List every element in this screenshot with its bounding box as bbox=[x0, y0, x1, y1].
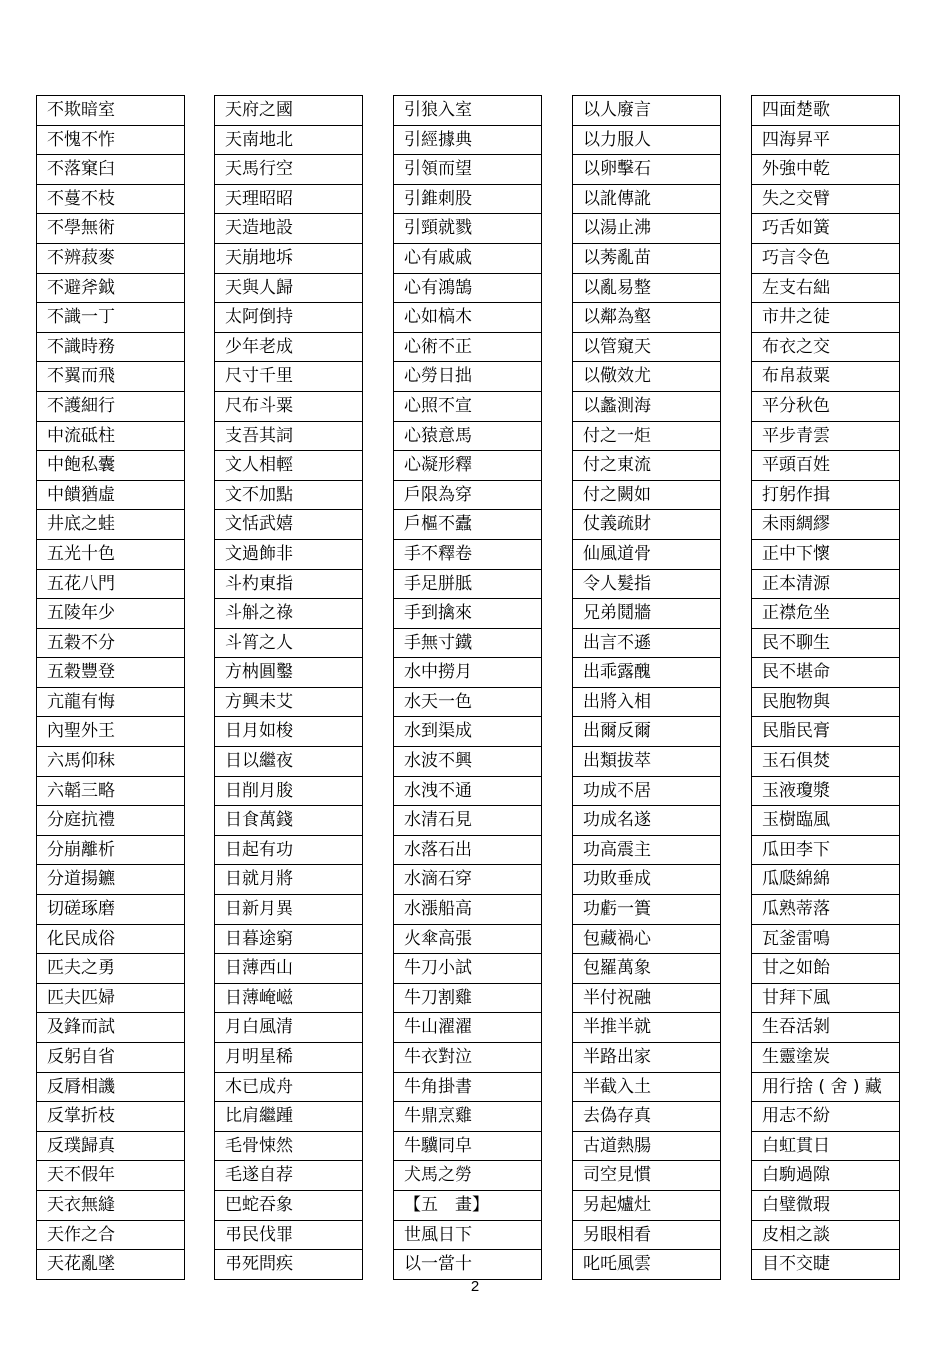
idiom-cell: 出言不遜 bbox=[573, 629, 720, 659]
idiom-cell: 功虧一簣 bbox=[573, 895, 720, 925]
idiom-cell: 中飽私囊 bbox=[37, 451, 184, 481]
idiom-cell: 以鄰為壑 bbox=[573, 303, 720, 333]
idiom-cell: 瓜瓞綿綿 bbox=[752, 865, 899, 895]
idiom-cell: 以蠡測海 bbox=[573, 392, 720, 422]
idiom-cell: 太阿倒持 bbox=[215, 303, 362, 333]
idiom-cell: 日薄西山 bbox=[215, 954, 362, 984]
idiom-cell: 打躬作揖 bbox=[752, 481, 899, 511]
idiom-cell: 文人相輕 bbox=[215, 451, 362, 481]
idiom-cell: 匹夫之勇 bbox=[37, 954, 184, 984]
idiom-cell: 民不聊生 bbox=[752, 629, 899, 659]
idiom-cell: 包羅萬象 bbox=[573, 954, 720, 984]
idiom-cell: 引狼入室 bbox=[394, 96, 541, 126]
idiom-cell: 以訛傳訛 bbox=[573, 185, 720, 215]
idiom-cell: 以管窺天 bbox=[573, 333, 720, 363]
idiom-cell: 戶樞不蠹 bbox=[394, 510, 541, 540]
idiom-cell: 半推半就 bbox=[573, 1013, 720, 1043]
idiom-cell: 亢龍有悔 bbox=[37, 688, 184, 718]
idiom-cell: 天作之合 bbox=[37, 1221, 184, 1251]
idiom-cell: 不避斧鉞 bbox=[37, 274, 184, 304]
idiom-cell: 功成不居 bbox=[573, 777, 720, 807]
idiom-cell: 五穀豐登 bbox=[37, 658, 184, 688]
idiom-cell: 五光十色 bbox=[37, 540, 184, 570]
idiom-cell: 甘拜下風 bbox=[752, 984, 899, 1014]
idiom-cell: 反脣相譏 bbox=[37, 1073, 184, 1103]
idiom-cell: 去偽存真 bbox=[573, 1102, 720, 1132]
idiom-cell: 不學無術 bbox=[37, 214, 184, 244]
idiom-cell: 生靈塗炭 bbox=[752, 1043, 899, 1073]
idiom-cell: 不蔓不枝 bbox=[37, 185, 184, 215]
idiom-cell: 不識時務 bbox=[37, 333, 184, 363]
idiom-cell: 以人廢言 bbox=[573, 96, 720, 126]
idiom-cell: 不護細行 bbox=[37, 392, 184, 422]
idiom-cell: 包藏禍心 bbox=[573, 925, 720, 955]
idiom-cell: 分庭抗禮 bbox=[37, 806, 184, 836]
idiom-cell: 天馬行空 bbox=[215, 155, 362, 185]
idiom-cell: 牛山濯濯 bbox=[394, 1013, 541, 1043]
idiom-cell: 手到擒來 bbox=[394, 599, 541, 629]
idiom-cell: 水中撈月 bbox=[394, 658, 541, 688]
idiom-cell: 水波不興 bbox=[394, 747, 541, 777]
idiom-cell: 天衣無縫 bbox=[37, 1191, 184, 1221]
idiom-cell: 水天一色 bbox=[394, 688, 541, 718]
idiom-cell: 弔死問疾 bbox=[215, 1250, 362, 1280]
idiom-cell: 引錐刺股 bbox=[394, 185, 541, 215]
idiom-cell: 古道熱腸 bbox=[573, 1132, 720, 1162]
idiom-cell: 瓜熟蒂落 bbox=[752, 895, 899, 925]
idiom-cell: 功成名遂 bbox=[573, 806, 720, 836]
idiom-column-2 bbox=[214, 95, 363, 1280]
idiom-cell: 文過飾非 bbox=[215, 540, 362, 570]
idiom-cell: 化民成俗 bbox=[37, 925, 184, 955]
idiom-cell: 以卵擊石 bbox=[573, 155, 720, 185]
idiom-cell: 布衣之交 bbox=[752, 333, 899, 363]
idiom-cell: 牛刀割雞 bbox=[394, 984, 541, 1014]
idiom-cell: 正襟危坐 bbox=[752, 599, 899, 629]
idiom-cell: 心凝形釋 bbox=[394, 451, 541, 481]
idiom-cell: 分崩離析 bbox=[37, 836, 184, 866]
idiom-cell: 文不加點 bbox=[215, 481, 362, 511]
idiom-cell: 少年老成 bbox=[215, 333, 362, 363]
idiom-cell: 白璧微瑕 bbox=[752, 1191, 899, 1221]
idiom-cell: 日削月朘 bbox=[215, 777, 362, 807]
idiom-cell: 叱吒風雲 bbox=[573, 1250, 720, 1280]
idiom-cell: 瓜田李下 bbox=[752, 836, 899, 866]
idiom-cell: 巴蛇吞象 bbox=[215, 1191, 362, 1221]
idiom-cell: 分道揚鑣 bbox=[37, 865, 184, 895]
idiom-cell: 四海昇平 bbox=[752, 126, 899, 156]
idiom-cell: 火傘高張 bbox=[394, 925, 541, 955]
idiom-cell: 尺布斗粟 bbox=[215, 392, 362, 422]
idiom-cell: 牛刀小試 bbox=[394, 954, 541, 984]
idiom-cell: 以亂易整 bbox=[573, 274, 720, 304]
idiom-cell: 井底之蛙 bbox=[37, 510, 184, 540]
idiom-column-5 bbox=[751, 95, 900, 1280]
idiom-cell: 以力服人 bbox=[573, 126, 720, 156]
idiom-cell: 仗義疏財 bbox=[573, 510, 720, 540]
idiom-cell: 司空見慣 bbox=[573, 1161, 720, 1191]
idiom-cell: 天不假年 bbox=[37, 1161, 184, 1191]
idiom-cell: 失之交臂 bbox=[752, 185, 899, 215]
idiom-cell: 民脂民膏 bbox=[752, 717, 899, 747]
idiom-cell: 反璞歸真 bbox=[37, 1132, 184, 1162]
idiom-cell: 兄弟鬩牆 bbox=[573, 599, 720, 629]
idiom-cell: 中饋猶虛 bbox=[37, 481, 184, 511]
idiom-cell: 尺寸千里 bbox=[215, 362, 362, 392]
idiom-cell: 六馬仰秣 bbox=[37, 747, 184, 777]
idiom-cell: 仙風道骨 bbox=[573, 540, 720, 570]
idiom-cell: 匹夫匹婦 bbox=[37, 984, 184, 1014]
idiom-cell: 付之東流 bbox=[573, 451, 720, 481]
idiom-cell: 生吞活剝 bbox=[752, 1013, 899, 1043]
idiom-cell: 引領而望 bbox=[394, 155, 541, 185]
idiom-cell: 不欺暗室 bbox=[37, 96, 184, 126]
idiom-cell: 日暮途窮 bbox=[215, 925, 362, 955]
idiom-cell: 甘之如飴 bbox=[752, 954, 899, 984]
idiom-cell: 不愧不怍 bbox=[37, 126, 184, 156]
idiom-cell: 功高震主 bbox=[573, 836, 720, 866]
idiom-cell: 心有鴻鵠 bbox=[394, 274, 541, 304]
idiom-cell: 【五 畫】 bbox=[394, 1191, 541, 1221]
idiom-cell: 出爾反爾 bbox=[573, 717, 720, 747]
idiom-cell: 正本清源 bbox=[752, 570, 899, 600]
idiom-cell: 水落石出 bbox=[394, 836, 541, 866]
idiom-cell: 另起爐灶 bbox=[573, 1191, 720, 1221]
idiom-cell: 玉石俱焚 bbox=[752, 747, 899, 777]
idiom-cell: 天花亂墜 bbox=[37, 1250, 184, 1280]
idiom-cell: 及鋒而試 bbox=[37, 1013, 184, 1043]
idiom-cell: 平步青雲 bbox=[752, 422, 899, 452]
idiom-cell: 不翼而飛 bbox=[37, 362, 184, 392]
idiom-cell: 日月如梭 bbox=[215, 717, 362, 747]
idiom-cell: 水清石見 bbox=[394, 806, 541, 836]
idiom-cell: 日新月異 bbox=[215, 895, 362, 925]
idiom-cell: 六韜三略 bbox=[37, 777, 184, 807]
idiom-cell: 內聖外王 bbox=[37, 717, 184, 747]
idiom-column-4 bbox=[572, 95, 721, 1280]
idiom-column-1 bbox=[36, 95, 185, 1280]
idiom-cell: 引經據典 bbox=[394, 126, 541, 156]
idiom-cell: 日以繼夜 bbox=[215, 747, 362, 777]
idiom-cell: 天與人歸 bbox=[215, 274, 362, 304]
idiom-cell: 天理昭昭 bbox=[215, 185, 362, 215]
idiom-cell: 用志不紛 bbox=[752, 1102, 899, 1132]
idiom-cell: 心如槁木 bbox=[394, 303, 541, 333]
idiom-cell: 民不堪命 bbox=[752, 658, 899, 688]
idiom-cell: 玉液瓊漿 bbox=[752, 777, 899, 807]
idiom-cell: 方枘圓鑿 bbox=[215, 658, 362, 688]
idiom-cell: 五陵年少 bbox=[37, 599, 184, 629]
idiom-cell: 手無寸鐵 bbox=[394, 629, 541, 659]
idiom-cell: 平頭百姓 bbox=[752, 451, 899, 481]
idiom-cell: 出類拔萃 bbox=[573, 747, 720, 777]
idiom-cell: 用行捨 ( 舍 ) 藏 bbox=[752, 1073, 899, 1103]
idiom-cell: 反躬自省 bbox=[37, 1043, 184, 1073]
idiom-cell: 出將入相 bbox=[573, 688, 720, 718]
idiom-cell: 月明星稀 bbox=[215, 1043, 362, 1073]
idiom-cell: 以莠亂苗 bbox=[573, 244, 720, 274]
idiom-cell: 瓦釜雷鳴 bbox=[752, 925, 899, 955]
idiom-cell: 未雨綢繆 bbox=[752, 510, 899, 540]
idiom-cell: 牛衣對泣 bbox=[394, 1043, 541, 1073]
idiom-cell: 功敗垂成 bbox=[573, 865, 720, 895]
idiom-cell: 文恬武嬉 bbox=[215, 510, 362, 540]
idiom-cell: 正中下懷 bbox=[752, 540, 899, 570]
idiom-cell: 心勞日拙 bbox=[394, 362, 541, 392]
idiom-cell: 中流砥柱 bbox=[37, 422, 184, 452]
idiom-cell: 日就月將 bbox=[215, 865, 362, 895]
idiom-cell: 以一當十 bbox=[394, 1250, 541, 1280]
idiom-cell: 巧舌如簧 bbox=[752, 214, 899, 244]
idiom-cell: 犬馬之勞 bbox=[394, 1161, 541, 1191]
idiom-cell: 四面楚歌 bbox=[752, 96, 899, 126]
idiom-cell: 世風日下 bbox=[394, 1221, 541, 1251]
idiom-cell: 斗筲之人 bbox=[215, 629, 362, 659]
idiom-cell: 付之一炬 bbox=[573, 422, 720, 452]
idiom-cell: 五花八門 bbox=[37, 570, 184, 600]
idiom-cell: 另眼相看 bbox=[573, 1221, 720, 1251]
idiom-cell: 天南地北 bbox=[215, 126, 362, 156]
idiom-cell: 水洩不通 bbox=[394, 777, 541, 807]
idiom-cell: 不辨菽麥 bbox=[37, 244, 184, 274]
idiom-cell: 民胞物與 bbox=[752, 688, 899, 718]
idiom-cell: 不識一丁 bbox=[37, 303, 184, 333]
idiom-cell: 天府之國 bbox=[215, 96, 362, 126]
idiom-cell: 毛遂自荐 bbox=[215, 1161, 362, 1191]
idiom-cell: 切磋琢磨 bbox=[37, 895, 184, 925]
idiom-cell: 目不交睫 bbox=[752, 1250, 899, 1280]
page-number: 2 bbox=[470, 1278, 480, 1295]
idiom-cell: 戶限為穿 bbox=[394, 481, 541, 511]
idiom-cell: 反掌折枝 bbox=[37, 1102, 184, 1132]
idiom-column-3 bbox=[393, 95, 542, 1280]
idiom-cell: 白駒過隙 bbox=[752, 1161, 899, 1191]
idiom-cell: 玉樹臨風 bbox=[752, 806, 899, 836]
idiom-cell: 比肩繼踵 bbox=[215, 1102, 362, 1132]
idiom-cell: 牛驥同皁 bbox=[394, 1132, 541, 1162]
idiom-cell: 半付祝融 bbox=[573, 984, 720, 1014]
idiom-cell: 斗斛之祿 bbox=[215, 599, 362, 629]
idiom-cell: 付之闕如 bbox=[573, 481, 720, 511]
idiom-cell: 方興未艾 bbox=[215, 688, 362, 718]
idiom-cell: 令人髮指 bbox=[573, 570, 720, 600]
idiom-cell: 水漲船高 bbox=[394, 895, 541, 925]
idiom-cell: 外強中乾 bbox=[752, 155, 899, 185]
idiom-cell: 心有戚戚 bbox=[394, 244, 541, 274]
idiom-cell: 布帛菽粟 bbox=[752, 362, 899, 392]
idiom-cell: 月白風清 bbox=[215, 1013, 362, 1043]
idiom-cell: 心猿意馬 bbox=[394, 422, 541, 452]
idiom-cell: 日薄崦嵫 bbox=[215, 984, 362, 1014]
idiom-cell: 出乖露醜 bbox=[573, 658, 720, 688]
idiom-cell: 心照不宣 bbox=[394, 392, 541, 422]
idiom-cell: 弔民伐罪 bbox=[215, 1221, 362, 1251]
idiom-cell: 白虹貫日 bbox=[752, 1132, 899, 1162]
idiom-cell: 牛鼎烹雞 bbox=[394, 1102, 541, 1132]
idiom-cell: 半路出家 bbox=[573, 1043, 720, 1073]
idiom-cell: 天造地設 bbox=[215, 214, 362, 244]
idiom-cell: 日食萬錢 bbox=[215, 806, 362, 836]
idiom-cell: 以湯止沸 bbox=[573, 214, 720, 244]
idiom-cell: 支吾其詞 bbox=[215, 422, 362, 452]
idiom-cell: 手不釋卷 bbox=[394, 540, 541, 570]
idiom-cell: 平分秋色 bbox=[752, 392, 899, 422]
idiom-cell: 心術不正 bbox=[394, 333, 541, 363]
idiom-cell: 天崩地坼 bbox=[215, 244, 362, 274]
idiom-cell: 市井之徒 bbox=[752, 303, 899, 333]
idiom-cell: 木已成舟 bbox=[215, 1073, 362, 1103]
idiom-cell: 水到渠成 bbox=[394, 717, 541, 747]
idiom-cell: 巧言令色 bbox=[752, 244, 899, 274]
idiom-cell: 半截入土 bbox=[573, 1073, 720, 1103]
idiom-cell: 手足胼胝 bbox=[394, 570, 541, 600]
idiom-cell: 牛角掛書 bbox=[394, 1073, 541, 1103]
idiom-cell: 引頸就戮 bbox=[394, 214, 541, 244]
idiom-cell: 左支右絀 bbox=[752, 274, 899, 304]
idiom-cell: 毛骨悚然 bbox=[215, 1132, 362, 1162]
idiom-cell: 五穀不分 bbox=[37, 629, 184, 659]
idiom-cell: 不落窠臼 bbox=[37, 155, 184, 185]
idiom-cell: 斗杓東指 bbox=[215, 570, 362, 600]
idiom-cell: 以儆效尤 bbox=[573, 362, 720, 392]
idiom-cell: 水滴石穿 bbox=[394, 865, 541, 895]
idiom-cell: 皮相之談 bbox=[752, 1221, 899, 1251]
idiom-cell: 日起有功 bbox=[215, 836, 362, 866]
